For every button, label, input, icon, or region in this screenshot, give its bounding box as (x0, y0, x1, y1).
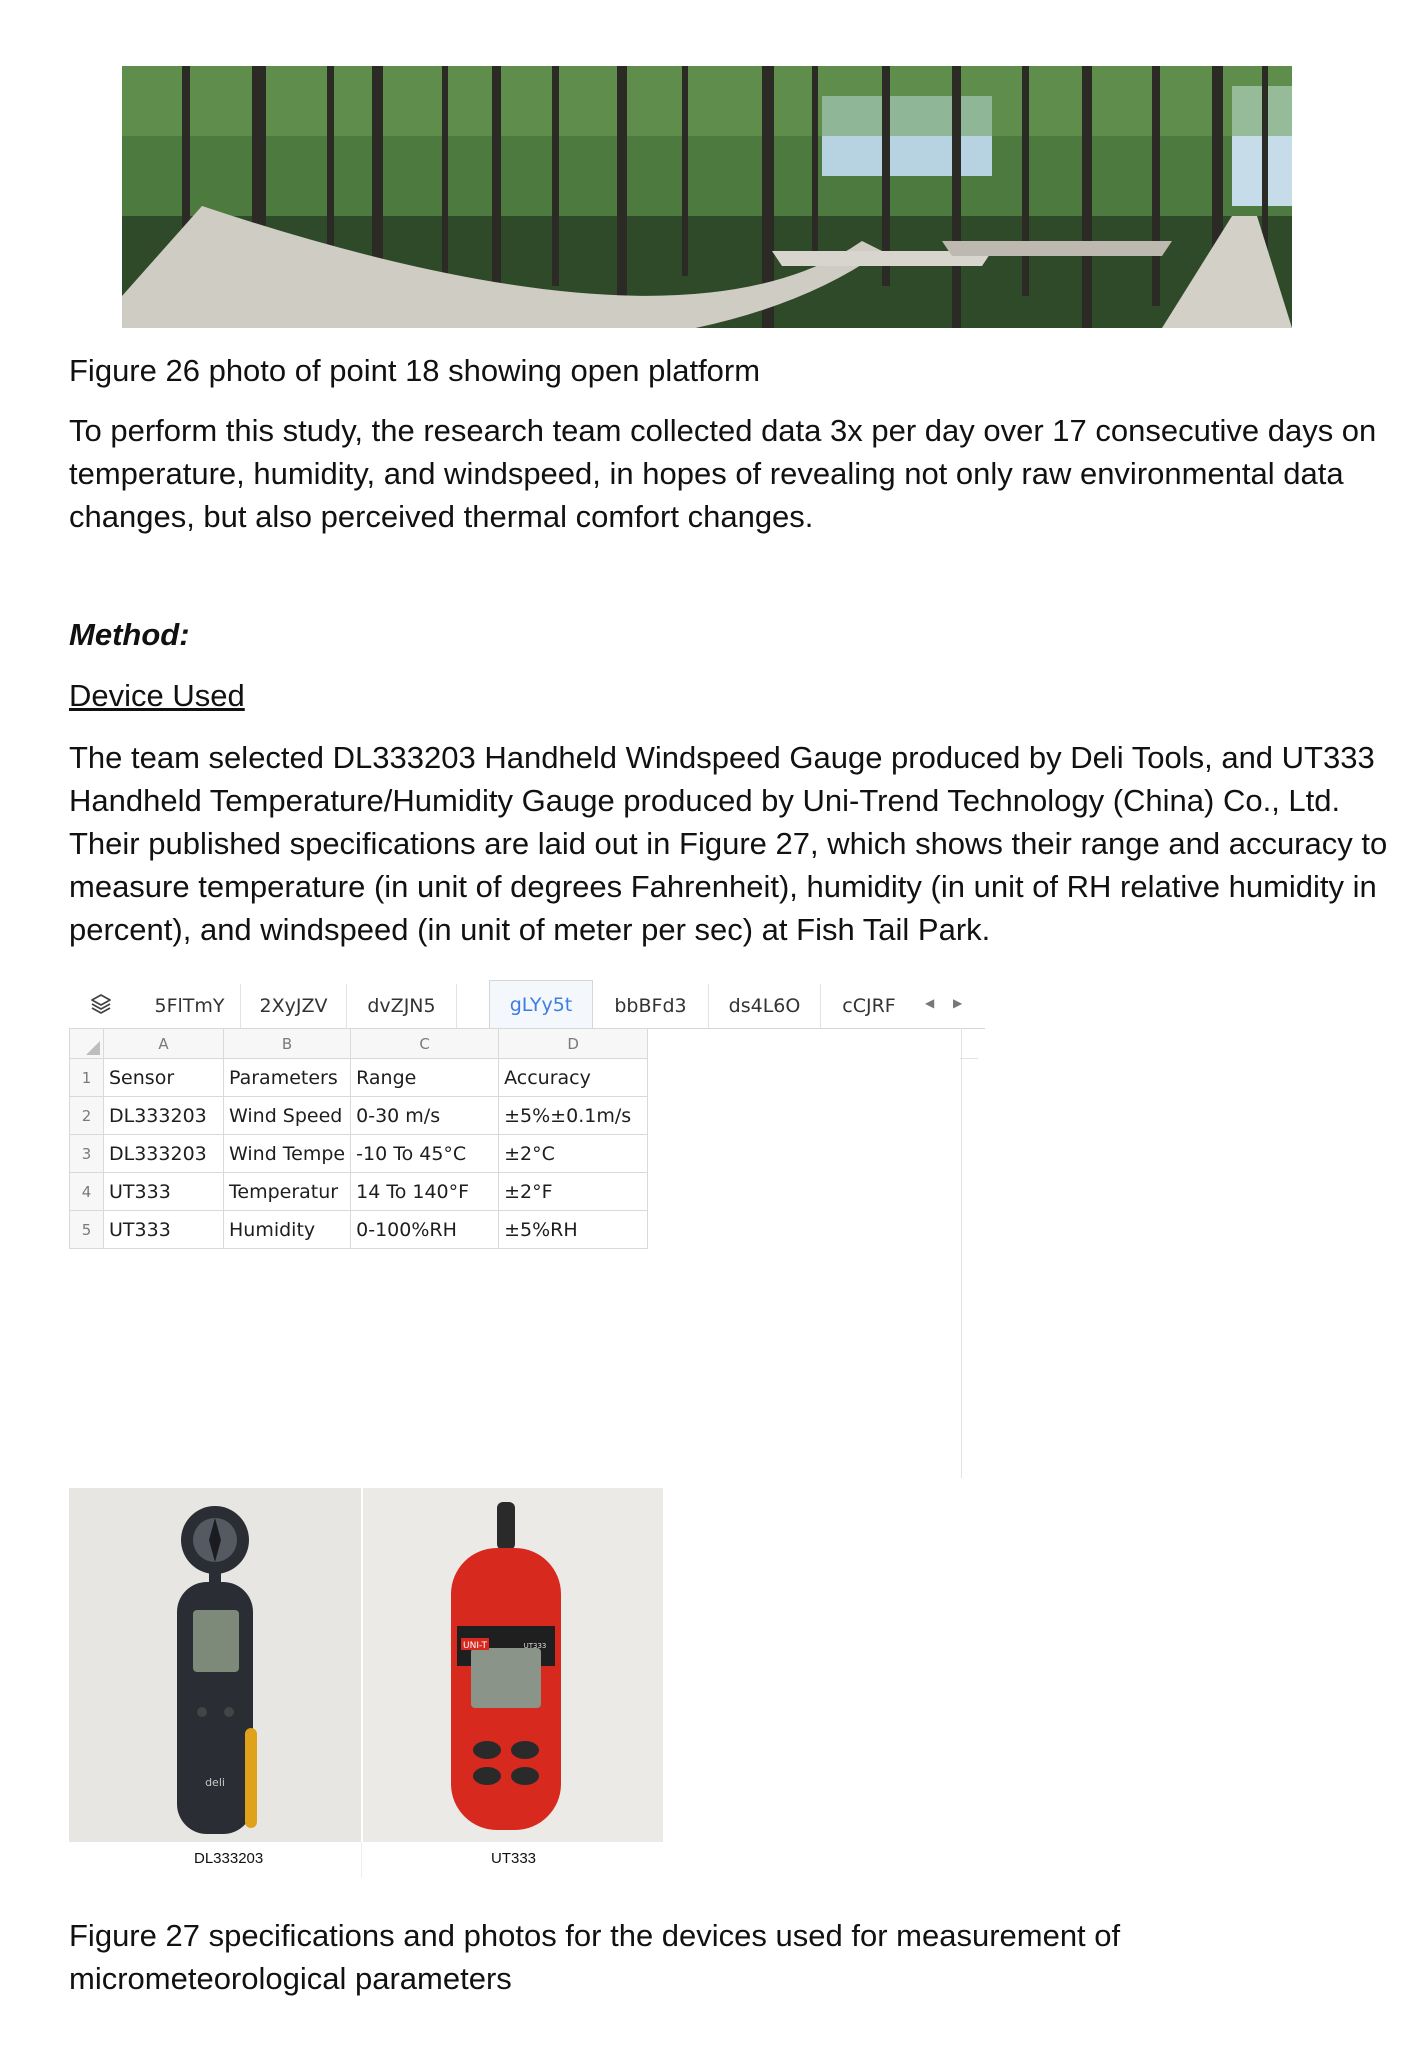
sheet-header-tail (960, 1028, 978, 1059)
table-row (70, 1173, 648, 1211)
column-header-row (70, 1029, 648, 1059)
device-paragraph: The team selected DL333203 Handheld Windspeed Gauge produced by Deli Tools, and UT333 Handheld Temperature/Humidity Gauge produced by Uni-Trend Technology (China) Co., Ltd. Their published specifications are laid out in Figure 27, which shows their range and accuracy to measure temperature (in unit of degrees Fahrenheit), humidity (in unit of RH relative humidity in percent), and windspeed (in unit of meter per sec) at Fish Tail Park. (69, 740, 1388, 947)
spreadsheet-grid (69, 1028, 648, 1249)
dl333203-photo (69, 1488, 361, 1842)
tab-scroll-left-icon[interactable]: ◀ (925, 996, 935, 1010)
table-cell[interactable]: Temperatur (224, 1173, 351, 1211)
sheet-tab[interactable]: ds4L6O (709, 984, 821, 1028)
ut333-photo (361, 1488, 663, 1842)
table-cell[interactable]: Sensor (104, 1059, 224, 1097)
photo-divider (361, 1842, 362, 1878)
sheet-tab-active[interactable]: gLYy5t (489, 980, 593, 1029)
table-row (70, 1059, 648, 1097)
column-header[interactable]: D (499, 1029, 648, 1059)
table-cell[interactable]: DL333203 (104, 1135, 224, 1173)
table-cell[interactable]: -10 To 45°C (351, 1135, 499, 1173)
tab-scroll-right-icon[interactable]: ▶ (953, 996, 963, 1010)
layers-icon[interactable] (89, 992, 113, 1016)
table-cell[interactable]: 0-100%RH (351, 1211, 499, 1249)
sheet-tab[interactable]: bbBFd3 (593, 984, 709, 1028)
row-number[interactable]: 4 (70, 1173, 104, 1211)
sheet-edge-line (961, 1028, 962, 1478)
figure-27-caption: Figure 27 specifications and photos for the devices used for measurement of micrometeorological parameters (69, 1918, 1121, 1996)
table-cell[interactable]: Parameters (224, 1059, 351, 1097)
device-used-heading: Device Used (69, 678, 245, 713)
deli-brand-text: deli (205, 1776, 225, 1789)
table-cell[interactable]: ±2°C (499, 1135, 648, 1173)
dl333203-label: DL333203 (194, 1850, 264, 1867)
sheet-tab[interactable]: 2XyJZV (241, 984, 347, 1028)
spreadsheet-embed (69, 978, 985, 1480)
row-number[interactable]: 3 (70, 1135, 104, 1173)
table-cell[interactable]: Humidity (224, 1211, 351, 1249)
table-cell[interactable]: 0-30 m/s (351, 1097, 499, 1135)
sheet-tab[interactable]: 5FlTmY (139, 984, 241, 1028)
sheet-tab-bar (69, 978, 985, 1029)
table-cell[interactable]: Range (351, 1059, 499, 1097)
table-cell[interactable]: Wind Tempe (224, 1135, 351, 1173)
table-cell[interactable]: UT333 (104, 1211, 224, 1249)
row-number[interactable]: 2 (70, 1097, 104, 1135)
table-cell[interactable]: UT333 (104, 1173, 224, 1211)
column-header[interactable]: A (104, 1029, 224, 1059)
ut333-label: UT333 (491, 1850, 537, 1867)
select-all-corner[interactable] (70, 1029, 104, 1059)
sheet-tab[interactable]: cCJRF (842, 995, 896, 1017)
device-photos (69, 1488, 661, 1878)
intro-paragraph: To perform this study, the research team collected data 3x per day over 17 consecutive days on temperature, humidity, and windspeed, in hopes of revealing not only raw environmental data changes, but also perceived thermal comfort changes. (69, 413, 1377, 534)
table-row (70, 1097, 648, 1135)
figure-26-caption: Figure 26 photo of point 18 showing open platform (69, 353, 761, 388)
table-cell[interactable]: 14 To 140°F (351, 1173, 499, 1211)
column-header[interactable]: B (224, 1029, 351, 1059)
method-heading: Method: (69, 617, 190, 652)
unit-model-text: UT333 (523, 1642, 547, 1650)
table-cell[interactable]: ±2°F (499, 1173, 648, 1211)
row-number[interactable]: 5 (70, 1211, 104, 1249)
table-cell[interactable]: Accuracy (499, 1059, 648, 1097)
panorama-photo (122, 66, 1292, 328)
table-cell[interactable]: ±5%±0.1m/s (499, 1097, 648, 1135)
column-header[interactable]: C (351, 1029, 499, 1059)
table-cell[interactable]: Wind Speed (224, 1097, 351, 1135)
unit-brand-text: UNI-T (463, 1641, 487, 1651)
row-number[interactable]: 1 (70, 1059, 104, 1097)
sheet-tab[interactable]: dvZJN5 (347, 984, 457, 1028)
table-row (70, 1135, 648, 1173)
table-cell[interactable]: ±5%RH (499, 1211, 648, 1249)
table-row (70, 1211, 648, 1249)
table-cell[interactable]: DL333203 (104, 1097, 224, 1135)
